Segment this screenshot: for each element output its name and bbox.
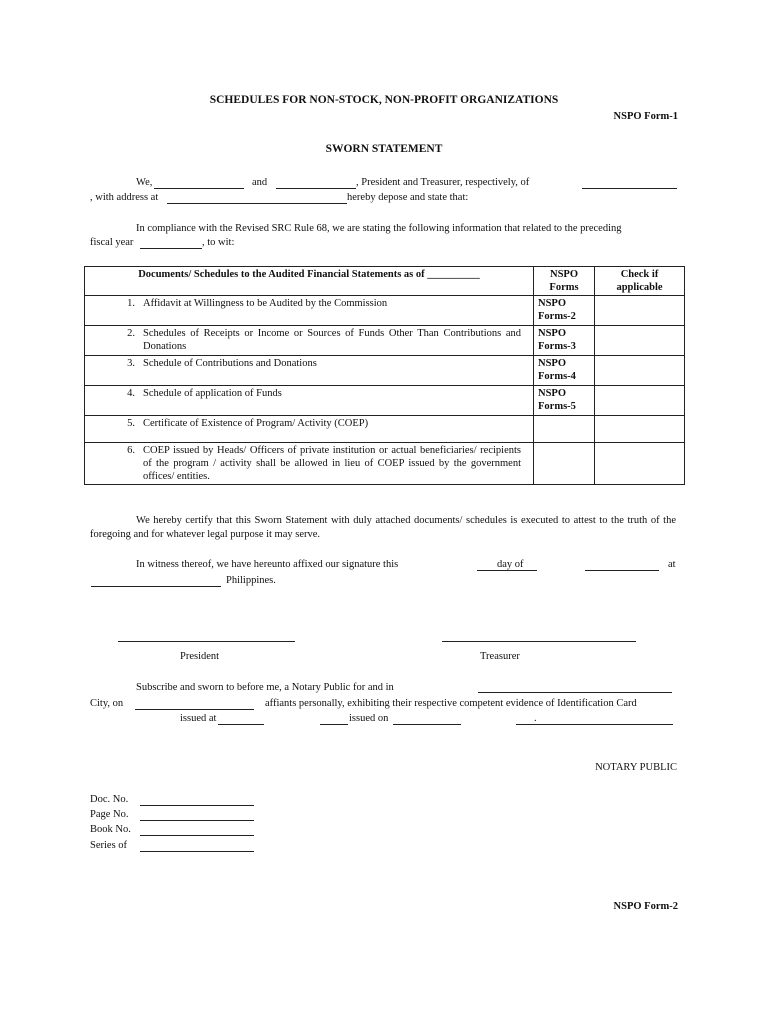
notary-public-label: NOTARY PUBLIC <box>595 762 677 773</box>
id-date-blank[interactable] <box>516 724 673 725</box>
page-no-label: Page No. <box>90 809 129 820</box>
footer-form-id: NSPO Form-2 <box>613 901 678 912</box>
day-of-label: day of <box>497 559 524 570</box>
sworn-statement-title: SWORN STATEMENT <box>325 143 443 155</box>
fiscal-year-blank[interactable] <box>140 248 202 249</box>
row-check-cell[interactable] <box>595 416 685 443</box>
row-text: Schedules of Receipts or Income or Sources of Funds Other Than Contributions and Donations <box>143 328 521 352</box>
president-name-blank[interactable] <box>154 188 244 189</box>
row-text: COEP issued by Heads/ Officers of private institution or actual beneficiaries/ recipients of the program / activity shall be allowed in lieu of COEP issued by the government offices/ entities. <box>143 445 521 482</box>
row-form: NSPO Forms-3 <box>534 326 595 356</box>
row-form: NSPO Forms-5 <box>534 386 595 416</box>
address-blank[interactable] <box>167 203 347 204</box>
row-form <box>534 443 595 485</box>
treasurer-signature-line[interactable] <box>442 641 636 642</box>
treasurer-label: Treasurer <box>480 651 520 662</box>
table-header-row <box>85 267 685 296</box>
issued-at-blank[interactable] <box>218 724 264 725</box>
documents-table <box>84 266 685 485</box>
doc-no-label: Doc. No. <box>90 794 129 805</box>
form-id: NSPO Form-1 <box>613 111 678 122</box>
series-of-blank[interactable] <box>140 851 254 852</box>
row-text: Schedule of application of Funds <box>143 388 282 399</box>
row-form <box>534 416 595 443</box>
month-blank[interactable] <box>585 570 659 571</box>
affiants-text: affiants personally, exhibiting their respective competent evidence of Identification Card <box>265 698 637 709</box>
check-header: Check if applicable <box>595 267 685 296</box>
place-blank[interactable] <box>91 586 221 587</box>
table-row: 1. Affidavit at Willingness to be Audited by the Commission NSPO Forms-2 <box>85 296 685 326</box>
issued-on-label: issued on <box>349 713 389 724</box>
fiscal-year-label: fiscal year <box>90 237 134 248</box>
intro-we: We, <box>136 177 153 188</box>
documents-header: Documents/ Schedules to the Audited Financial Statements as of __________ <box>85 267 534 296</box>
to-wit: , to wit: <box>202 237 235 248</box>
row-check-cell[interactable] <box>595 386 685 416</box>
intro-depose: hereby depose and state that: <box>347 192 469 203</box>
table-row: 3. Schedule of Contributions and Donations NSPO Forms-4 <box>85 356 685 386</box>
book-no-blank[interactable] <box>140 835 254 836</box>
row-text: Affidavit at Willingness to be Audited by the Commission <box>143 298 388 309</box>
row-check-cell[interactable] <box>595 296 685 326</box>
president-label: President <box>180 651 220 662</box>
series-of-label: Series of <box>90 840 128 851</box>
row-check-cell[interactable] <box>595 443 685 485</box>
subscribe-text: Subscribe and sworn to before me, a Notary Public for and in <box>136 682 394 693</box>
day-blank[interactable] <box>477 570 537 571</box>
philippines-label: Philippines. <box>226 575 276 586</box>
table-row: 4. Schedule of application of Funds NSPO Forms-5 <box>85 386 685 416</box>
row-check-cell[interactable] <box>595 356 685 386</box>
intro-and: and <box>252 177 268 188</box>
page-no-blank[interactable] <box>140 820 254 821</box>
row-form: NSPO Forms-2 <box>534 296 595 326</box>
table-row: 2. Schedules of Receipts or Income or Sources of Funds Other Than Contributions and Donations NSPO Forms-3 <box>85 326 685 356</box>
notary-location-blank[interactable] <box>478 692 672 693</box>
witness-text: In witness thereof, we have hereunto affixed our signature this <box>136 559 399 570</box>
city-on-label: City, on <box>90 698 124 709</box>
document-title: SCHEDULES FOR NON-STOCK, NON-PROFIT ORGANIZATIONS <box>209 94 559 106</box>
compliance-text: In compliance with the Revised SRC Rule 68, we are stating the following information that related to the preceding <box>136 223 622 234</box>
intro-roles: , President and Treasurer, respectively, of <box>356 177 530 188</box>
row-check-cell[interactable] <box>595 326 685 356</box>
president-signature-line[interactable] <box>118 641 295 642</box>
date-blank[interactable] <box>135 709 254 710</box>
row-text: Certificate of Existence of Program/ Activity (COEP) <box>143 418 369 429</box>
table-row: 5. Certificate of Existence of Program/ Activity (COEP) <box>85 416 685 443</box>
table-row: 6. COEP issued by Heads/ Officers of private institution or actual beneficiaries/ recipients of the program / activity shall be allowed in lieu of COEP issued by the government offices/ entities. <box>85 443 685 485</box>
doc-no-blank[interactable] <box>140 805 254 806</box>
intro-address: , with address at <box>90 192 159 203</box>
book-no-label: Book No. <box>90 824 131 835</box>
issued-on-blank[interactable] <box>393 724 461 725</box>
row-form: NSPO Forms-4 <box>534 356 595 386</box>
organization-blank[interactable] <box>582 188 677 189</box>
forms-header: NSPO Forms <box>534 267 595 296</box>
certify-text: We hereby certify that this Sworn Statement with duly attached documents/ schedules is executed to attest to the truth of the foregoing and for whatever legal purpose it may serve. <box>90 515 676 540</box>
treasurer-name-blank[interactable] <box>276 188 356 189</box>
at-label: at <box>668 559 676 570</box>
issued-at-label: issued at <box>180 713 217 724</box>
period-mark: . <box>534 713 537 724</box>
row-text: Schedule of Contributions and Donations <box>143 358 317 369</box>
issued-on-lead-blank[interactable] <box>320 724 348 725</box>
